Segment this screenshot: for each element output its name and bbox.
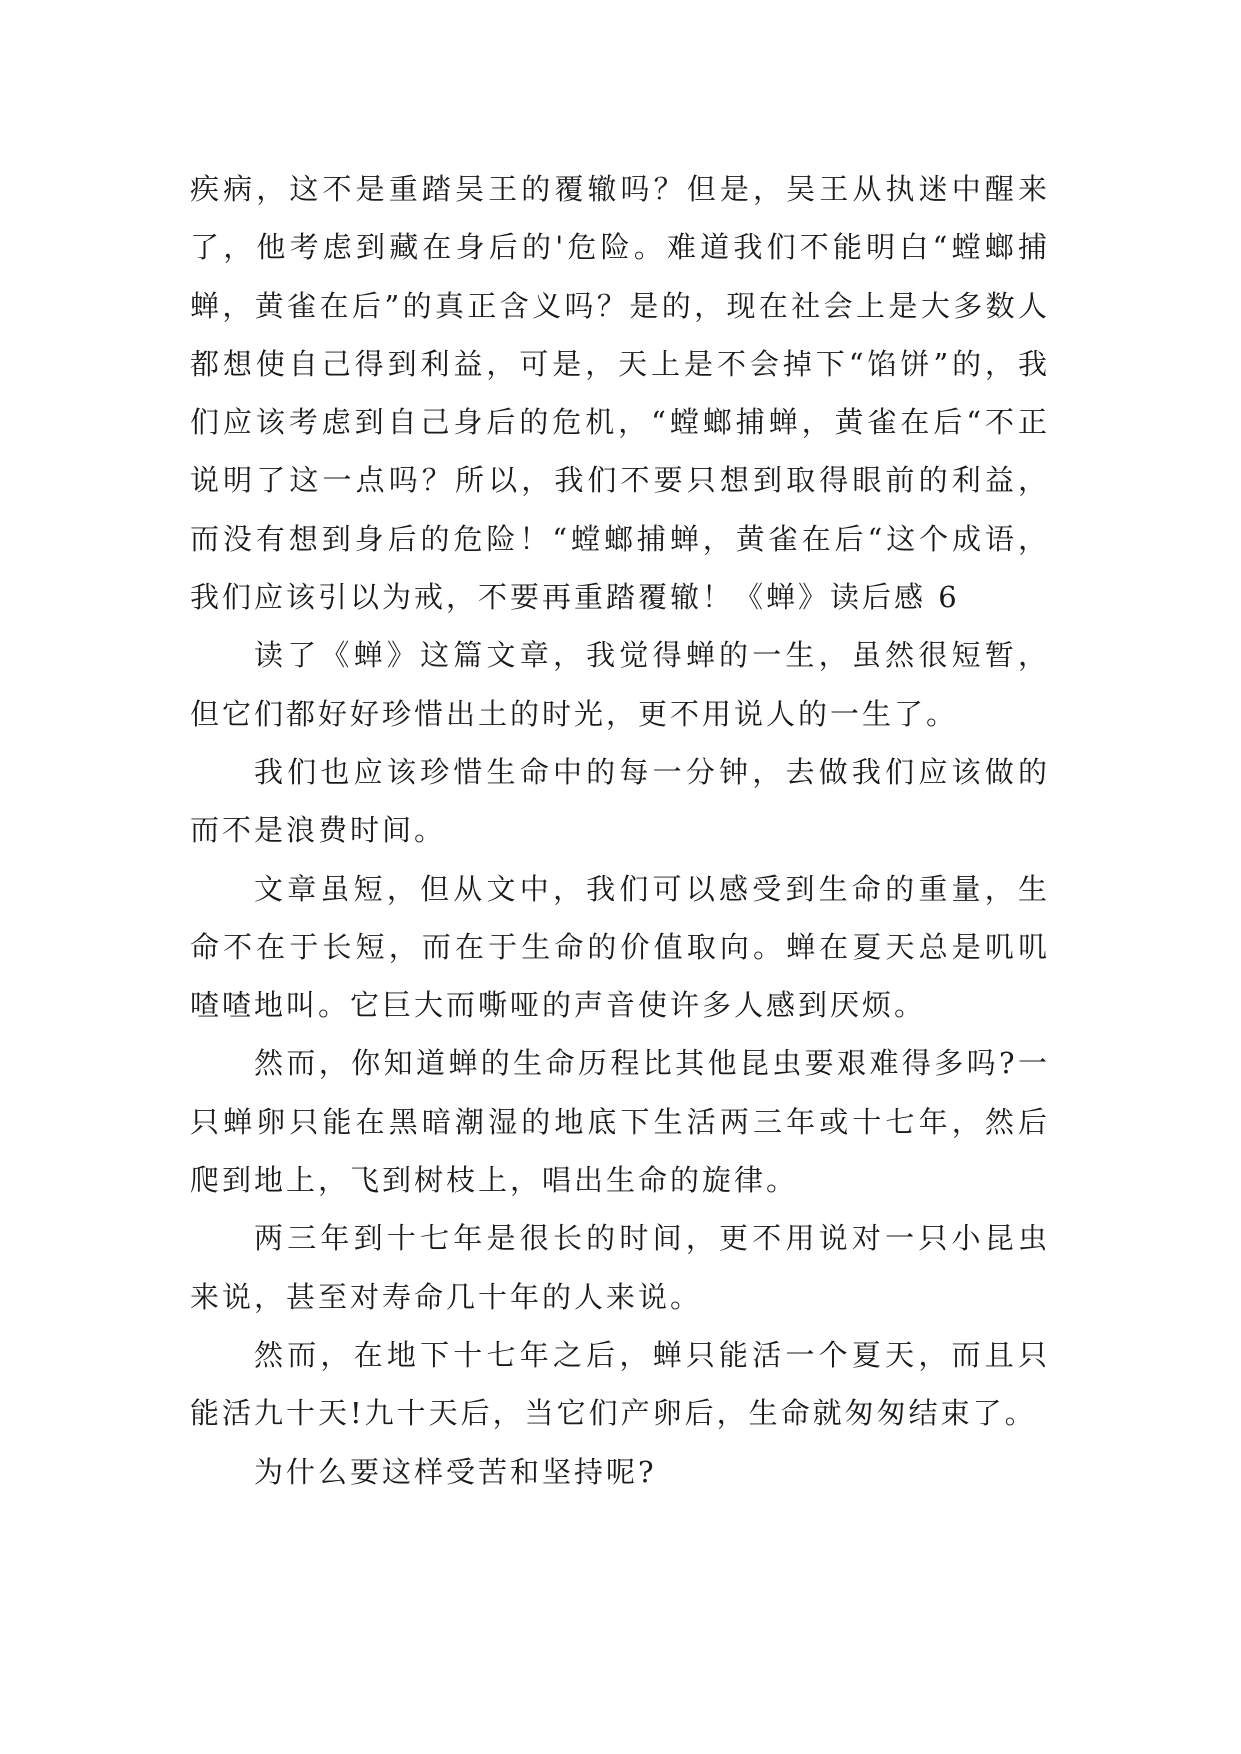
paragraph: 然而，你知道蝉的生命历程比其他昆虫要艰难得多吗?一只蝉卵只能在黑暗潮湿的地底下生活两三年或十七年，然后爬到地上，飞到树枝上，唱出生命的旋律。 [190, 1046, 1050, 1198]
paragraph: 两三年到十七年是很长的时间，更不用说对一只小昆虫来说，甚至对寿命几十年的人来说。 [190, 1221, 1050, 1314]
paragraph: 读了《蝉》这篇文章，我觉得蝉的一生，虽然很短暂，但它们都好好珍惜出土的时光，更不用说人的一生了。 [190, 638, 1050, 731]
paragraph: 文章虽短，但从文中，我们可以感受到生命的重量，生命不在于长短，而在于生命的价值取向。蝉在夏天总是叽叽喳喳地叫。它巨大而嘶哑的声音使许多人感到厌烦。 [190, 871, 1050, 1023]
body-text [190, 160, 1050, 1501]
paragraph: 为什么要这样受苦和坚持呢? [254, 1454, 657, 1489]
paragraph: 我们也应该珍惜生命中的每一分钟，去做我们应该做的而不是浪费时间。 [190, 754, 1050, 848]
paragraph-continuation: 疾病，这不是重踏吴王的覆辙吗？但是，吴王从执迷中醒来了，他考虑到藏在身后的'危险。难道我们不能明白“螳螂捕蝉，黄雀在后”的真正含义吗？是的，现在社会上是大多数人都想使自己得到利益，可是，天上是不会掉下“馅饼”的，我们应该考虑到自己身后的危机，“螳螂捕蝉，黄雀在后“不正说明了这一点吗？所以，我们不要只想到取得眼前的利益，而没有想到身后的危险！“螳螂捕蝉，黄雀在后“这个成语，我们应该引以为戒，不要再重踏覆辙！《蝉》读后感 6 [190, 172, 1050, 615]
paragraph: 然而，在地下十七年之后，蝉只能活一个夏天，而且只能活九十天!九十天后，当它们产卵后，生命就匆匆结束了。 [190, 1337, 1050, 1431]
